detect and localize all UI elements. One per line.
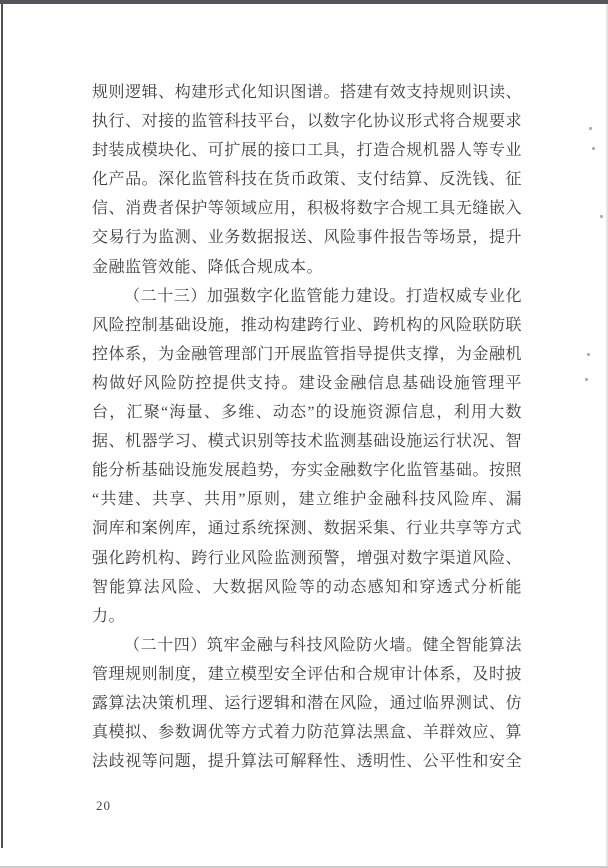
scan-speck xyxy=(592,147,595,150)
text-line: 金融监管效能、降低合规成本。 xyxy=(92,258,324,276)
scan-speck xyxy=(585,378,588,381)
text-line: “共建、共享、共用”原则，建立维护金融科技风险库、漏 xyxy=(92,491,522,509)
text-block xyxy=(92,78,522,776)
scan-speck xyxy=(589,127,592,130)
text-line: 能分析基础设施发展趋势，夯实金融数字化监管基础。按照 xyxy=(92,462,522,480)
text-line: 真模拟、参数调优等方式着力防范算法黑盒、羊群效应、算 xyxy=(92,724,522,742)
text-line: 露算法决策机理、运行逻辑和潜在风险，通过临界测试、仿 xyxy=(92,694,522,712)
page-number: 20 xyxy=(96,798,111,813)
text-line: （二十四）筑牢金融与科技风险防火墙。健全智能算法 xyxy=(124,636,522,654)
text-line: 管理规则制度，建立模型安全评估和合规审计体系，及时披 xyxy=(92,665,522,683)
text-line: 法歧视等问题，提升算法可解释性、透明性、公平性和安全 xyxy=(92,753,522,771)
text-line: 洞库和案例库，通过系统探测、数据采集、行业共享等方式 xyxy=(92,520,522,538)
scan-speck xyxy=(600,215,603,218)
text-line: 构做好风险防控提供支持。建设金融信息基础设施管理平 xyxy=(92,374,522,392)
text-line: 规则逻辑、构建形式化知识图谱。搭建有效支持规则识读、 xyxy=(92,84,522,101)
scan-speck xyxy=(587,353,590,356)
text-line: 交易行为监测、业务数据报送、风险事件报告等场景，提升 xyxy=(92,229,522,247)
scan-edge-top xyxy=(0,0,608,4)
text-line: 执行、对接的监管科技平台，以数字化协议形式将合规要求 xyxy=(92,113,522,131)
text-line: 台，汇聚“海量、多维、动态”的设施资源信息，利用大数 xyxy=(92,404,522,422)
text-line: 强化跨机构、跨行业风险监测预警，增强对数字渠道风险、 xyxy=(92,549,522,567)
text-line: 化产品。深化监管科技在货币政策、支付结算、反洗钱、征 xyxy=(92,171,522,189)
text-line: 力。 xyxy=(92,607,126,625)
text-line: 封装成模块化、可扩展的接口工具，打造合规机器人等专业 xyxy=(92,142,522,160)
text-line: （二十三）加强数字化监管能力建设。打造权威专业化 xyxy=(124,287,522,305)
text-line: 据、机器学习、模式识别等技术监测基础设施运行状况、智 xyxy=(92,433,522,451)
text-line: 信、消费者保护等领域应用，积极将数字合规工具无缝嵌入 xyxy=(92,200,522,218)
scan-edge-left xyxy=(1,3,3,848)
text-line: 智能算法风险、大数据风险等的动态感知和穿透式分析能 xyxy=(92,578,522,596)
text-line: 控体系，为金融管理部门开展监管指导提供支撑，为金融机 xyxy=(92,345,522,363)
text-line: 风险控制基础设施，推动构建跨行业、跨机构的风险联防联 xyxy=(92,316,522,334)
